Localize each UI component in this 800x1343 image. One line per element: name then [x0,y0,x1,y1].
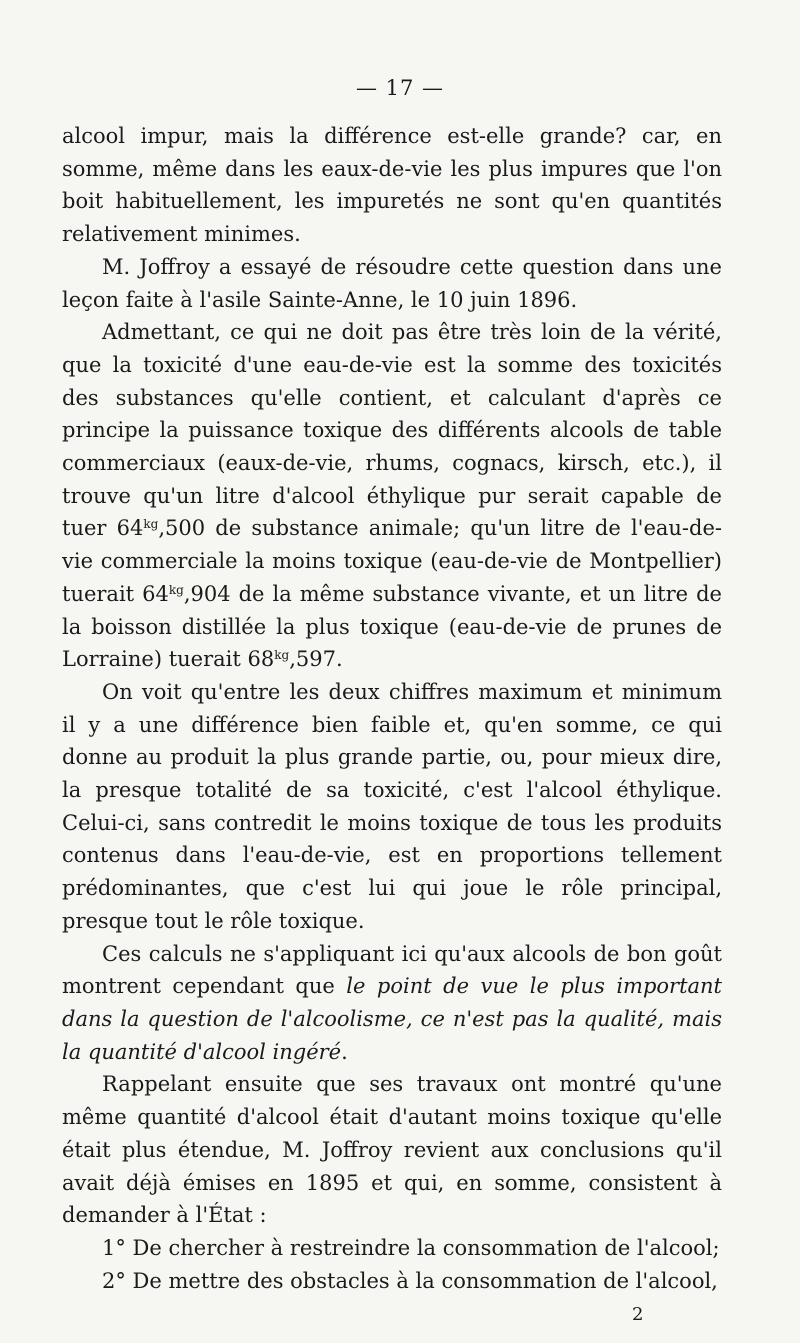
paragraph-5-emphasis: le point de vue le plus important dans la question de l'alcoolisme, ce n'est pas la qualité, mais la quantité d'alcool ingéré [62,974,722,1064]
paragraph-3-text-a: Admettant, ce qui ne doit pas être très loin de la vérité, que la toxicité d'une eau-de-vie est la somme des toxicités des substances qu'elle contient, et calculant d'après ce principe la puissance toxique des différents alcools de table commerciaux (eaux-de-vie, rhums, cognacs, kirsch, etc.), il trouve qu'un litre d'alcool éthylique pur serait capable de tuer 64 [62,320,722,541]
unit-kg-3: kg [274,648,290,663]
list-item-1: 1° De chercher à restreindre la consommation de l'alcool; [102,1235,720,1260]
paragraph-3-text-d: ,597. [289,647,343,672]
paragraph-5 [62,938,722,1069]
body-text [62,120,722,1297]
signature-mark: 2 [632,1304,644,1325]
paragraph-3-text-c: ,904 de la même substance vivante, et un litre de la boisson distillée la plus toxique (eau-de-vie de prunes de Lorraine) tuerait 68 [62,581,722,672]
unit-kg-1: kg [143,517,159,532]
paragraph-5-text-a: Ces calculs ne s'appliquant ici qu'aux alcools de bon goût montrent cependant que [62,941,722,999]
paragraph-2: M. Joffroy a essayé de résoudre cette question dans une leçon faite à l'asile Sainte-Anne, le 10 juin 1896. [62,254,722,312]
list-item-2: 2° De mettre des obstacles à la consommation de l'alcool, [102,1268,718,1293]
page-number: — 17 — [355,76,445,100]
unit-kg-2: kg [168,582,184,597]
paragraph-1: alcool impur, mais la différence est-elle grande? car, en somme, même dans les eaux-de-vie les plus impures que l'on boit habituellement, les impuretés ne sont qu'en quantités relativement minimes. [62,124,722,247]
paragraph-3-text-b: ,500 de substance animale; qu'un litre de l'eau-de-vie commerciale la moins toxique (eau-de-vie de Montpellier) tuerait 64 [62,516,722,606]
paragraph-5-text-b: . [341,1039,348,1064]
paragraph-3 [62,316,722,676]
paragraph-6: Rappelant ensuite que ses travaux ont montré qu'une même quantité d'alcool était d'autant moins toxique qu'elle était plus étendue, M. Joffroy revient aux conclusions qu'il avait déjà émises en 1895 et qui, en somme, consistent à demander à l'État : [62,1072,722,1228]
paragraph-4: On voit qu'entre les deux chiffres maximum et minimum il y a une différence bien faible et, qu'en somme, ce qui donne au produit la plus grande partie, ou, pour mieux dire, la presque totalité de sa toxicité, c'est l'alcool éthylique. Celui-ci, sans contredit le moins toxique de tous les produits contenus dans l'eau-de-vie, est en proportions tellement prédominantes, que c'est lui qui joue le rôle principal, presque tout le rôle toxique. [62,679,722,933]
